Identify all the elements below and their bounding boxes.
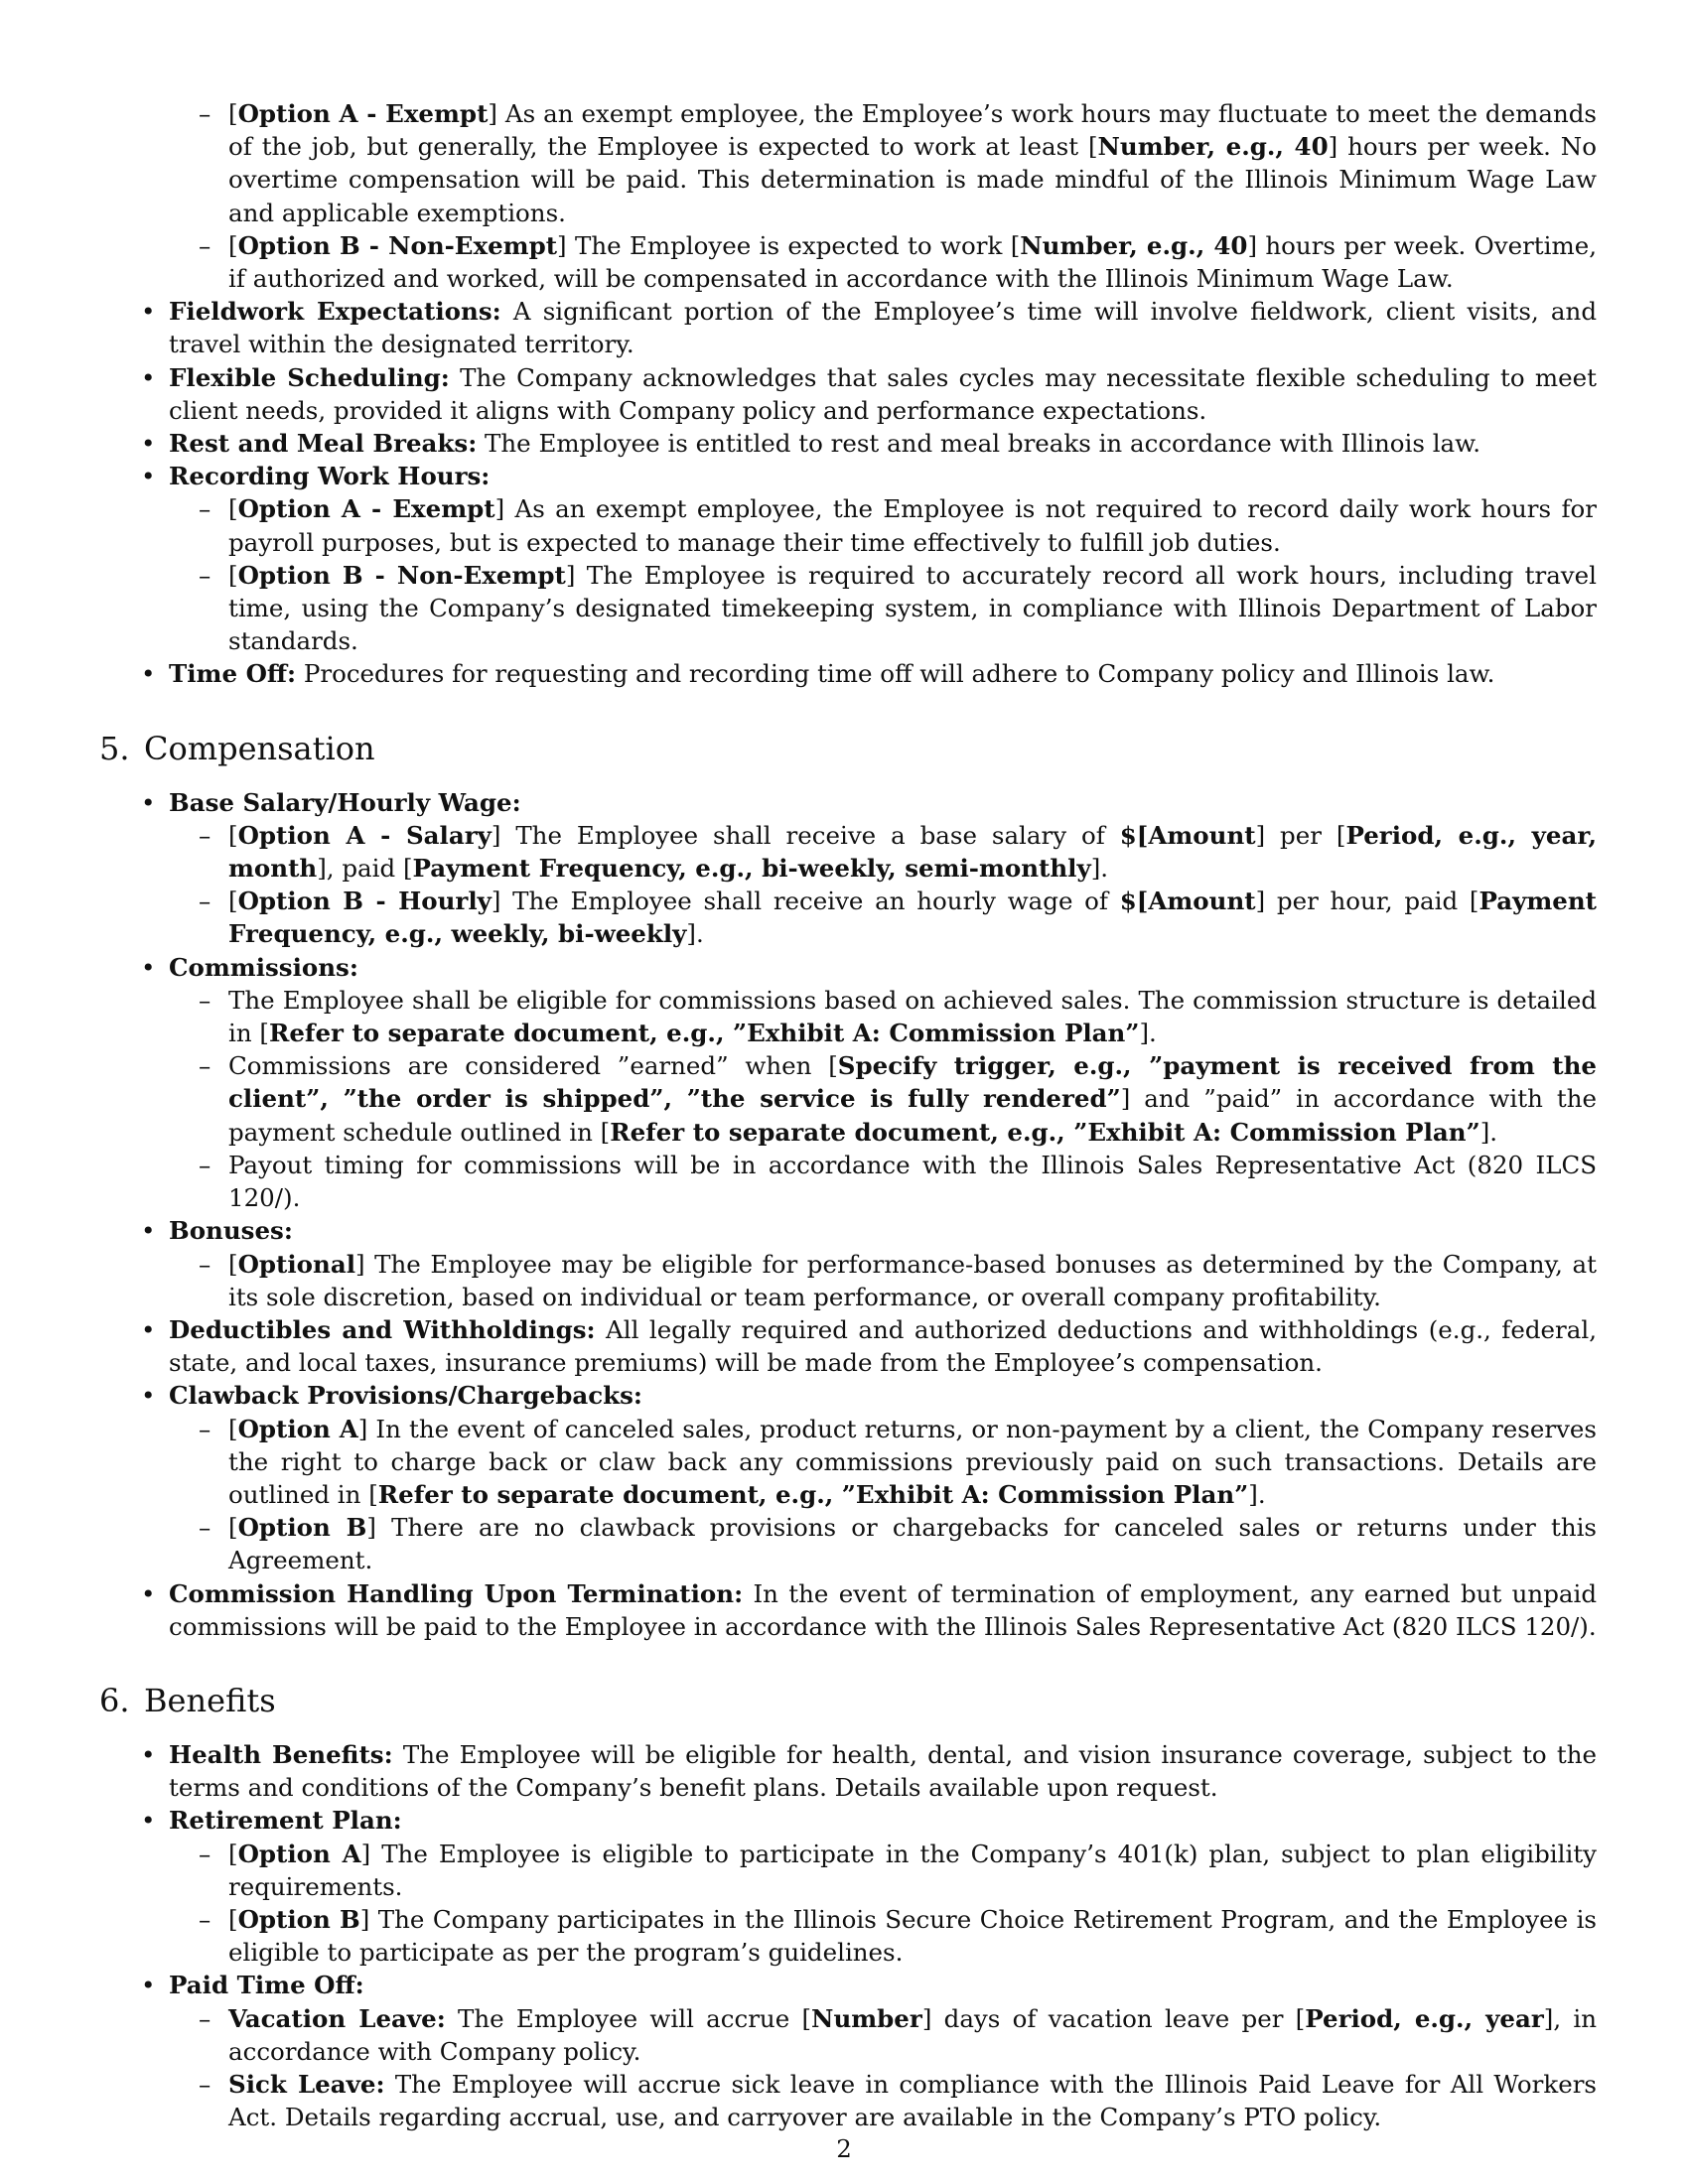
item-label: Clawback Provisions/Chargebacks: — [169, 1381, 642, 1411]
item-label: Time Off: — [169, 659, 297, 689]
item-label: Deductibles and Withholdings: — [169, 1314, 596, 1344]
text: Commissions are considered ”earned” when — [228, 1051, 829, 1081]
recording-option-b: – [Option B - Non-Exempt] The Employee is required to accurately record all work hours, including travel time, using the Company’s designated timekeeping system, in compliance with Illinois Department of Labor standards. — [99, 559, 1597, 658]
option-tag: Optional — [237, 1249, 355, 1279]
item-label: Base Salary/Hourly Wage: — [169, 787, 521, 817]
text: , paid — [326, 854, 403, 884]
text: There are no clawback provisions or chargebacks for canceled sales or returns under this Agreement. — [228, 1513, 1598, 1575]
option-tag: Option A — [237, 1839, 361, 1868]
text: The Employee shall be eligible for commissions based on achieved sales. The commission structure is detailed in — [228, 985, 1597, 1048]
text: Payout timing for commissions will be in accordance with the Illinois Sales Representative Act (820 ILCS 120/). — [228, 1150, 1597, 1213]
option-tag: Option A - Salary — [237, 820, 492, 850]
placeholder: Period, e.g., year — [1305, 2003, 1544, 2033]
item-label: Fieldwork Expectations: — [169, 297, 501, 327]
placeholder: $[Amount — [1119, 887, 1256, 916]
page-content — [99, 97, 1597, 2133]
commission-earned: – Commissions are considered ”earned” when [Specify trigger, e.g., ”payment is received from the client”, ”the order is shipped”, ”the service is fully rendered”] and ”paid” in accordance with the payment schedule outlined in [Refer to separate document, e.g., ”Exhibit A: Commission Plan”]. — [99, 1049, 1597, 1149]
section-number: 6. — [99, 1681, 130, 1719]
salary-option-a: – [Option A - Salary] The Employee shall receive a base salary of $[Amount] per [Period, e.g., year, month], paid [Payment Frequency, e.g., bi-weekly, semi-monthly]. — [99, 819, 1597, 885]
compensation-heading — [99, 729, 1597, 768]
text: The Employee shall receive an hourly wage of — [500, 887, 1120, 916]
rest-breaks-item — [99, 427, 1597, 460]
option-tag: Option A - Exempt — [237, 494, 495, 524]
fieldwork-item — [99, 295, 1597, 360]
item-label: Paid Time Off: — [169, 1971, 364, 2000]
item-label: Flexible Scheduling: — [169, 362, 450, 392]
item-label: Vacation Leave: — [228, 2003, 446, 2033]
item-label: Recording Work Hours: — [169, 462, 491, 491]
text: As an exempt employee, the Employee’s work hours may fluctuate to meet the demands of the job, but generally, the Employee is expected to work at least — [228, 99, 1597, 162]
option-tag: Option B - Non-Exempt — [237, 230, 558, 260]
text: The Employee may be eligible for performance-based bonuses as determined by the Company, at its sole discretion, based on individual or team performance, or overall company profitability. — [228, 1249, 1597, 1311]
text: , in accordance with Company policy. — [228, 2003, 1597, 2066]
text: and ”paid” in accordance with the payment schedule outlined in — [228, 1084, 1597, 1147]
base-salary-item — [99, 786, 1597, 819]
text: hours per week. No overtime compensation will be paid. This determination is made mindful of the Illinois Minimum Wage Law and applicable exemptions. — [228, 132, 1597, 227]
option-tag: Option B - Non-Exempt — [237, 560, 566, 590]
item-label: Retirement Plan: — [169, 1806, 402, 1836]
text: The Employee will accrue — [445, 2003, 802, 2033]
clawback-option-b: – [Option B] There are no clawback provisions or chargebacks for canceled sales or returns under this Agreement. — [99, 1511, 1597, 1576]
item-label: Commissions: — [169, 952, 358, 982]
option-tag: Option A — [237, 1414, 358, 1443]
item-label: Rest and Meal Breaks: — [169, 429, 478, 459]
text: In the event of canceled sales, product returns, or non-payment by a client, the Company reserves the right to charge back or claw back any commissions previously paid on such transactions. Details are outlined in — [228, 1414, 1597, 1509]
retirement-item — [99, 1804, 1597, 1837]
option-tag: Option B — [237, 1904, 360, 1934]
text: The Employee is eligible to participate in the Company’s 401(k) plan, subject to plan eligibility requirements. — [228, 1839, 1598, 1901]
page-number: 2 — [836, 2134, 852, 2163]
text: The Employee is required to accurately record all work hours, including travel time, using the Company’s designated timekeeping system, in compliance with Illinois Department of Labor standards. — [228, 560, 1597, 656]
text: per — [1265, 820, 1336, 850]
option-tag: Option B - Hourly — [237, 887, 492, 916]
text: The Company acknowledges that sales cycles may necessitate flexible scheduling to meet client needs, provided it aligns with Company policy and performance expectations. — [169, 362, 1597, 425]
termination-item — [99, 1577, 1597, 1643]
placeholder: Number, e.g., 40 — [1097, 132, 1329, 162]
item-label: Commission Handling Upon Termination: — [169, 1578, 744, 1608]
section-number: 5. — [99, 729, 130, 767]
placeholder: Refer to separate document, e.g., ”Exhibit A: Commission Plan” — [377, 1479, 1249, 1509]
section-title: Compensation — [144, 729, 375, 767]
recording-hours-item — [99, 460, 1597, 492]
placeholder: Payment Frequency, e.g., bi-weekly, semi-monthly — [412, 854, 1091, 884]
placeholder: Number — [811, 2003, 922, 2033]
placeholder: Refer to separate document, e.g., ”Exhibit A: Commission Plan” — [610, 1117, 1480, 1147]
hours-option-b: – [Option B - Non-Exempt] The Employee is expected to work [Number, e.g., 40] hours per week. Overtime, if authorized and worked, will be compensated in accordance with the Illinois Minimum Wage Law. — [99, 229, 1597, 295]
option-tag: Option B — [237, 1513, 367, 1543]
text: As an exempt employee, the Employee is not required to record daily work hours for payroll purposes, but is expected to manage their time effectively to fulfill job duties. — [228, 494, 1597, 557]
bonuses-item — [99, 1214, 1597, 1247]
text: A significant portion of the Employee’s time will involve fieldwork, client visits, and travel within the designated territory. — [169, 297, 1598, 359]
pto-item — [99, 1969, 1597, 2001]
item-label: Bonuses: — [169, 1216, 293, 1246]
health-benefits-item — [99, 1738, 1597, 1804]
commission-structure: – The Employee shall be eligible for commissions based on achieved sales. The commission structure is detailed in [Refer to separate document, e.g., ”Exhibit A: Commission Plan”]. — [99, 984, 1597, 1049]
placeholder: Number, e.g., 40 — [1020, 230, 1248, 260]
text: Procedures for requesting and recording time off will adhere to Company policy and Illinois law. — [296, 659, 1495, 689]
benefits-heading — [99, 1681, 1597, 1720]
text: In the event of termination of employment, any earned but unpaid commissions will be paid to the Employee in accordance with the Illinois Sales Representative Act (820 ILCS 120/). — [169, 1578, 1597, 1641]
clawback-option-a: – [Option A] In the event of canceled sales, product returns, or non-payment by a client, the Company reserves the right to charge back or claw back any commissions previously paid on such transactions. Details are outlined in [Refer to separate document, e.g., ”Exhibit A: Commission Plan”]. — [99, 1413, 1597, 1512]
text: hours per week. Overtime, if authorized and worked, will be compensated in accordance with the Illinois Minimum Wage Law. — [228, 230, 1597, 294]
retirement-option-a: – [Option A] The Employee is eligible to participate in the Company’s 401(k) plan, subject to plan eligibility requirements. — [99, 1838, 1597, 1903]
commission-payout — [99, 1149, 1597, 1214]
hours-option-a: – [Option A - Exempt] As an exempt employee, the Employee’s work hours may fluctuate to meet the demands of the job, but generally, the Employee is expected to work at least [Number, e.g., 40] hours per week. No overtime compensation will be paid. This determination is made mindful of the Illinois Minimum Wage Law and applicable exemptions. — [99, 97, 1597, 229]
text: The Employee is expected to work — [566, 230, 1011, 260]
placeholder: Period, e.g., year, month — [228, 820, 1597, 884]
salary-option-b: – [Option B - Hourly] The Employee shall receive an hourly wage of $[Amount] per hour, paid [Payment Frequency, e.g., weekly, bi-weekly]. — [99, 885, 1597, 950]
clawback-item — [99, 1379, 1597, 1412]
placeholder: Specify trigger, e.g., ”payment is received from the client”, ”the order is shipped”, ”the service is fully rendered” — [228, 1051, 1597, 1114]
placeholder: $[Amount — [1119, 820, 1256, 850]
option-tag: Option A - Exempt — [237, 99, 489, 128]
text: The Employee will accrue sick leave in compliance with the Illinois Paid Leave for All Workers Act. Details regarding accrual, use, and carryover are available in the Company’s PTO policy. — [228, 2069, 1597, 2132]
text: All legally required and authorized deductions and withholdings (e.g., federal, state, and local taxes, insurance premiums) will be made from the Employee’s compensation. — [169, 1314, 1597, 1378]
text: The Employee shall receive a base salary of — [500, 820, 1120, 850]
sick-leave — [99, 2068, 1597, 2133]
placeholder: Payment Frequency, e.g., weekly, bi-weekly — [228, 887, 1597, 949]
text: The Employee will be eligible for health, dental, and vision insurance coverage, subject to the terms and conditions of the Company’s benefit plans. Details available upon request. — [169, 1739, 1597, 1803]
bonus-optional: – [Optional] The Employee may be eligible for performance-based bonuses as determined by the Company, at its sole discretion, based on individual or team performance, or overall company profitability. — [99, 1248, 1597, 1313]
recording-option-a: – [Option A - Exempt] As an exempt employee, the Employee is not required to record daily work hours for payroll purposes, but is expected to manage their time effectively to fulfill job duties. — [99, 492, 1597, 558]
deductions-item — [99, 1313, 1597, 1379]
item-label: Sick Leave: — [228, 2069, 385, 2099]
retirement-option-b: – [Option B] The Company participates in the Illinois Secure Choice Retirement Program, and the Employee is eligible to participate as per the program’s guidelines. — [99, 1903, 1597, 1969]
commissions-item — [99, 951, 1597, 984]
placeholder: Refer to separate document, e.g., ”Exhibit A: Commission Plan” — [268, 1019, 1140, 1048]
flexible-scheduling-item — [99, 361, 1597, 427]
text: per hour, paid — [1265, 887, 1470, 916]
vacation-leave: – Vacation Leave: The Employee will accrue [Number] days of vacation leave per [Period, e.g., year], in accordance with Company policy. — [99, 2002, 1597, 2068]
time-off-item — [99, 657, 1597, 690]
section-title: Benefits — [144, 1681, 276, 1719]
text: days of vacation leave per — [931, 2003, 1296, 2033]
item-label: Health Benefits: — [169, 1739, 393, 1769]
text: The Employee is entitled to rest and meal breaks in accordance with Illinois law. — [477, 429, 1481, 459]
text: The Company participates in the Illinois Secure Choice Retirement Program, and the Employee is eligible to participate as per the program’s guidelines. — [228, 1904, 1597, 1968]
